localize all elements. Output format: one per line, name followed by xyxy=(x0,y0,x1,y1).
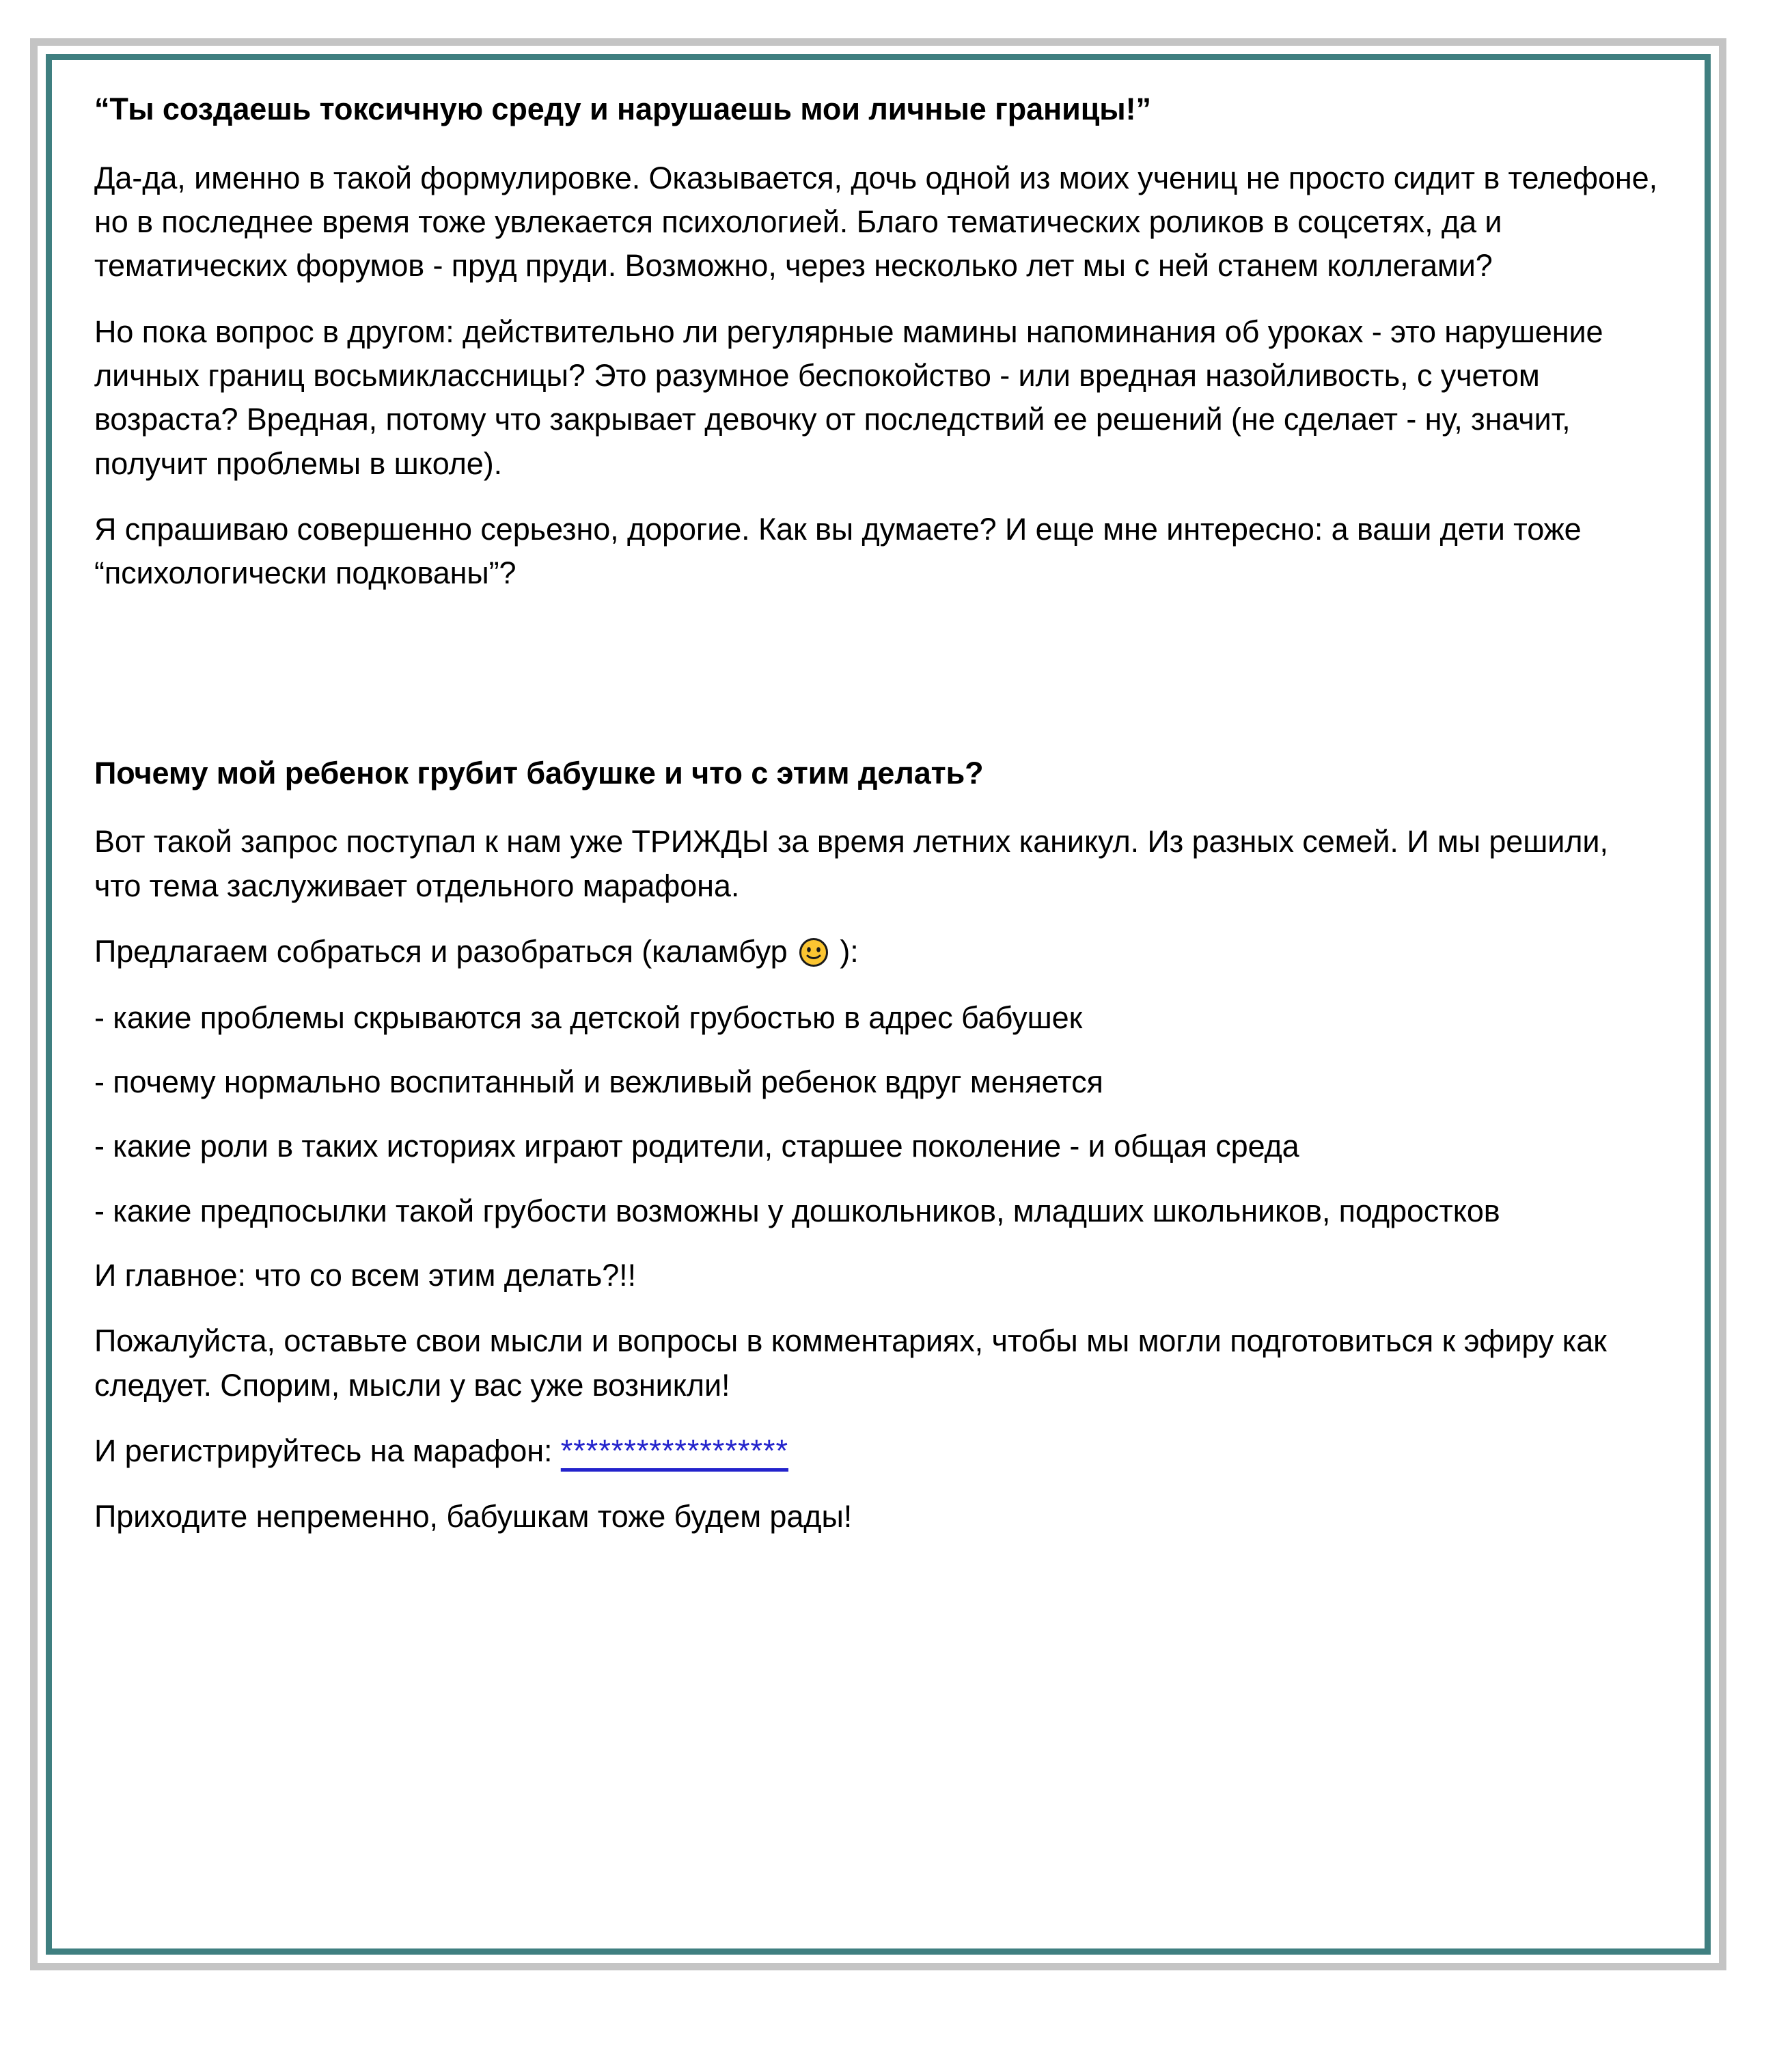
paragraph-main-question: И главное: что со всем этим делать?!! xyxy=(94,1257,636,1293)
paragraph-toxic-ask-readers: Я спрашиваю совершенно серьезно, дорогие. Как вы думаете? И еще мне интересно: а ваши дети тоже “психологически подкованы”? xyxy=(94,512,1582,591)
document-outer-frame xyxy=(30,38,1726,1970)
paragraph-toxic-question: Но пока вопрос в другом: действительно ли регулярные мамины напоминания об уроках - это нарушение личных границ восьмиклассницы? Это разумное беспокойство - или вредная назойливость, с учетом возраста? Вредная, потому что закрывает девочку от последствий ее решений (не сделает - ну, значит, получит проблемы в школе). xyxy=(94,314,1603,481)
paragraph-call-for-comments: Пожалуйста, оставьте свои мысли и вопросы в комментариях, чтобы мы могли подготовиться к эфиру как следует. Спорим, мысли у вас уже возникли! xyxy=(94,1323,1607,1403)
pun-line-after-emoji: ): xyxy=(831,934,859,969)
section-heading-rude-to-grandma: Почему мой ребенок грубит бабушке и что с этим делать? xyxy=(94,755,984,790)
bullet-item-2: - почему нормально воспитанный и вежливый ребенок вдруг меняется xyxy=(94,1064,1103,1099)
section-spacer xyxy=(94,618,1662,754)
document-content xyxy=(52,60,1705,1948)
pun-line-before-emoji: Предлагаем собраться и разобраться (каламбур xyxy=(94,934,796,969)
section-heading-toxic-environment: “Ты создаешь токсичную среду и нарушаешь мои личные границы!” xyxy=(94,92,1151,126)
paragraph-final-invitation: Приходите непременно, бабушкам тоже будем рады! xyxy=(94,1499,853,1534)
slightly-smiling-face-emoji xyxy=(799,937,829,967)
paragraph-registration xyxy=(94,1429,1662,1473)
bullet-item-4: - какие предпосылки такой грубости возможны у дошкольников, младших школьников, подростков xyxy=(94,1193,1500,1228)
document-inner-frame xyxy=(46,54,1711,1955)
paragraph-pun-line xyxy=(94,930,1662,974)
paragraph-grandma-intro: Вот такой запрос поступал к нам уже ТРИЖДЫ за время летних каникул. Из разных семей. И мы решили, что тема заслуживает отдельного марафона. xyxy=(94,824,1608,903)
bullet-item-1: - какие проблемы скрываются за детской грубостью в адрес бабушек xyxy=(94,1000,1083,1035)
bullet-item-3: - какие роли в таких историях играют родители, старшее поколение - и общая среда xyxy=(94,1129,1299,1164)
registration-label: И регистрируйтесь на марафон: xyxy=(94,1433,561,1468)
marathon-registration-link[interactable]: ****************** xyxy=(560,1433,789,1468)
paragraph-toxic-intro: Да-да, именно в такой формулировке. Оказывается, дочь одной из моих учениц не просто сидит в телефоне, но в последнее время тоже увлекается психологией. Благо тематических роликов в соцсетях, да и тематических форумов - пруд пруди. Возможно, через несколько лет мы с ней станем коллегами? xyxy=(94,160,1657,284)
